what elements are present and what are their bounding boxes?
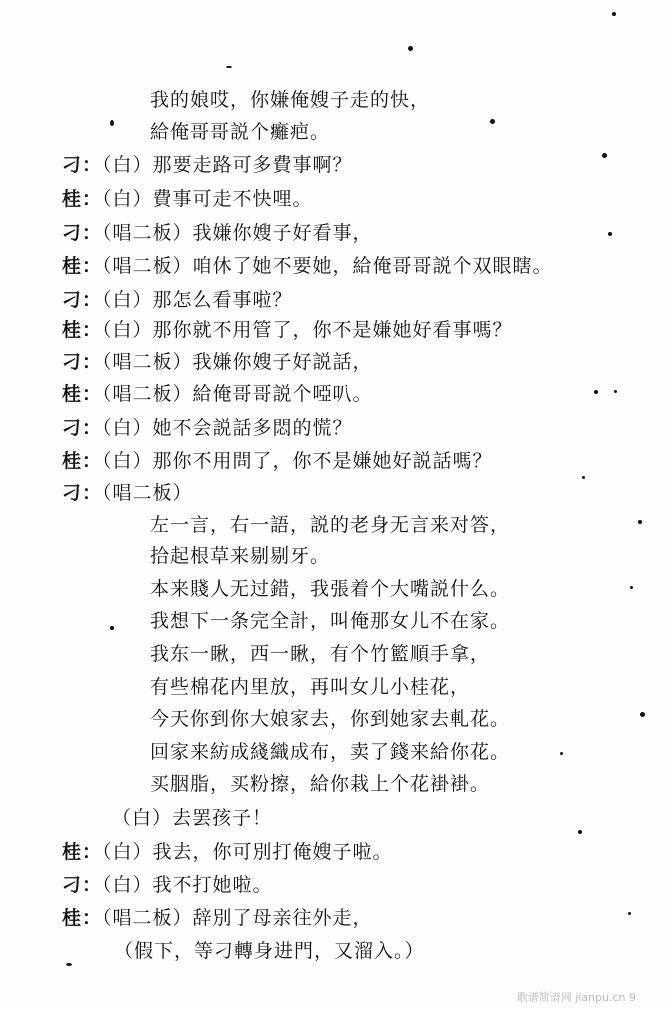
dialogue-line — [62, 840, 393, 864]
dialogue-line — [62, 449, 493, 473]
line-text: 我想下一条完全計，叫俺那女儿不在家。 — [150, 610, 511, 632]
line-text: 我的娘哎，你嫌俺嫂子走的快， — [150, 89, 431, 111]
speaker-label: 桂： — [62, 319, 103, 341]
scan-speck — [630, 586, 633, 589]
verse-line — [150, 772, 490, 796]
speaker-label: 桂： — [62, 907, 103, 929]
line-text: 左一言，右一語，説的老身无言来对答， — [150, 514, 511, 536]
line-text: （白）那怎么看事啦？ — [102, 289, 293, 311]
line-text: 买胭脂，买粉擦，給你栽上个花褂褂。 — [150, 773, 491, 795]
speaker-label: 刁： — [62, 222, 103, 244]
line-text: （白）那要走路可多費事啊？ — [102, 154, 353, 176]
scan-speck — [110, 120, 114, 126]
verse-line — [150, 740, 510, 764]
scan-speck — [578, 830, 582, 834]
dialogue-line — [62, 318, 513, 342]
verse-line — [150, 675, 470, 699]
scan-speck — [638, 520, 642, 524]
verse-line — [150, 88, 430, 112]
scan-speck — [612, 12, 616, 16]
speaker-label: 刁： — [62, 874, 103, 896]
scan-speck — [490, 119, 495, 124]
scan-speck — [408, 46, 413, 51]
verse-line — [150, 120, 330, 144]
dialogue-line — [62, 288, 293, 312]
line-text: （白）她不会説話多悶的慌？ — [102, 417, 353, 439]
speaker-label: 刁： — [62, 482, 103, 504]
scan-speck — [628, 912, 631, 915]
dialogue-line — [62, 906, 373, 930]
line-text: （白）去罢孩子！ — [112, 807, 273, 829]
page-number: 9 — [629, 991, 636, 1004]
speaker-label: 刁： — [62, 289, 103, 311]
line-text: （唱二板）給俺哥哥説个啞叭。 — [102, 383, 373, 405]
verse-line — [150, 609, 510, 633]
scan-speck — [594, 390, 598, 394]
speaker-label: 刁： — [62, 417, 103, 439]
dialogue-line — [62, 873, 273, 897]
line-text: （白）那你不用問了，你不是嫌她好説話嗎？ — [102, 450, 493, 472]
line-text: 本来賤人无过錯，我張着个大嘴説什么。 — [150, 578, 511, 600]
line-text: 回家来紡成綫織成布，卖了錢来給你花。 — [150, 741, 511, 763]
scan-speck — [226, 66, 232, 68]
line-text: （唱二板） — [102, 482, 193, 504]
verse-line — [112, 806, 272, 830]
dialogue-line — [62, 187, 313, 211]
line-text: （唱二板）我嫌你嫂子好説話， — [102, 351, 373, 373]
scan-speck — [640, 712, 645, 717]
dialogue-line — [62, 481, 193, 505]
dialogue-line — [62, 153, 353, 177]
dialogue-line — [62, 382, 373, 406]
speaker-label: 桂： — [62, 841, 103, 863]
speaker-label: 桂： — [62, 255, 103, 277]
scan-speck — [602, 153, 607, 158]
verse-line — [150, 707, 510, 731]
speaker-label: 桂： — [62, 383, 103, 405]
verse-line — [150, 513, 510, 537]
speaker-label: 桂： — [62, 450, 103, 472]
verse-line — [150, 642, 490, 666]
watermark — [517, 989, 636, 1005]
line-text: （假下，等刁轉身进門，又溜入。） — [114, 940, 425, 962]
scan-speck — [66, 963, 72, 966]
watermark-text: 歌谱简谱网 jianpu.cn — [516, 991, 626, 1004]
line-text: （唱二板）辞別了母亲往外走， — [102, 907, 373, 929]
scan-speck — [110, 626, 114, 630]
line-text: （白）我不打她啦。 — [102, 874, 273, 896]
speaker-label: 刁： — [62, 154, 103, 176]
verse-line — [150, 577, 510, 601]
dialogue-line — [62, 254, 553, 278]
line-text: 我东一瞅，西一瞅，有个竹籃順手拿， — [150, 643, 491, 665]
line-text: （唱二板）我嫌你嫂子好看事， — [102, 222, 373, 244]
verse-line — [114, 939, 425, 963]
line-text: （唱二板）咱休了她不要她，給俺哥哥説个双眼瞎。 — [102, 255, 553, 277]
dialogue-line — [62, 350, 373, 374]
line-text: （白）我去，你可別打俺嫂子啦。 — [102, 841, 393, 863]
scan-speck — [582, 476, 585, 479]
scan-speck — [608, 232, 612, 236]
dialogue-line — [62, 416, 353, 440]
line-text: 有些棉花内里放，再叫女儿小桂花， — [150, 676, 471, 698]
speaker-label: 刁： — [62, 351, 103, 373]
line-text: （白）費事可走不快哩。 — [102, 188, 313, 210]
line-text: 拾起根草来剔剔牙。 — [150, 545, 331, 567]
line-text: 今天你到你大娘家去，你到她家去軋花。 — [150, 708, 511, 730]
speaker-label: 桂： — [62, 188, 103, 210]
line-text: 給俺哥哥説个癱疤。 — [150, 121, 331, 143]
verse-line — [150, 544, 330, 568]
scan-speck — [560, 752, 563, 755]
scan-speck — [614, 390, 617, 393]
line-text: （白）那你就不用管了，你不是嫌她好看事嗎？ — [102, 319, 513, 341]
dialogue-line — [62, 221, 373, 245]
